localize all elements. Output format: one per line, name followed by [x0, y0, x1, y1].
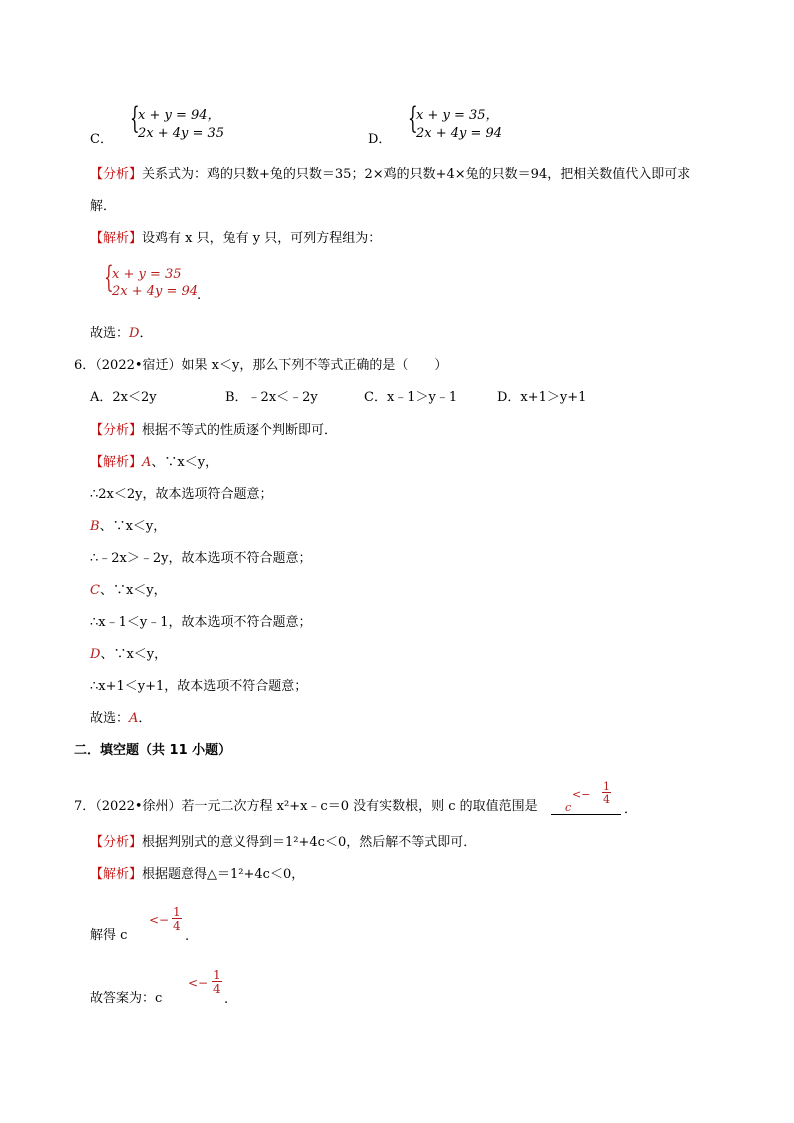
q5-solution — [90, 232, 381, 245]
q6-choice-b[interactable]: B．﹣2x＜﹣2y — [225, 390, 318, 405]
option-c-eq2: 2x + 4y = 35 — [138, 126, 225, 141]
option-letter: C — [90, 583, 100, 598]
q6-solution-line-3 — [90, 520, 166, 533]
answer-blank — [551, 814, 621, 815]
brace-icon: { — [104, 260, 114, 295]
analysis-tag: 【分析】 — [90, 167, 143, 182]
q7-answer-fraction — [212, 969, 222, 995]
q7-stem: 7．（2022•徐州）若一元二次方程 x²+x﹣c＝0 没有实数根，则 c 的取值范围是 — [74, 799, 538, 814]
fraction-numerator: 1 — [603, 780, 610, 793]
solution-tag: 【解析】 — [90, 231, 143, 246]
q7-answer-prefix: 故答案为：c — [90, 991, 163, 1006]
q7-solution — [90, 868, 304, 881]
answer-suffix: ． — [138, 711, 152, 726]
solution-text: 、∵x＜y， — [151, 455, 219, 470]
option-c-eq1: x + y = 94， — [138, 108, 221, 123]
q6-choice-d[interactable]: D．x+1＞y+1 — [497, 390, 587, 405]
q5-answer — [90, 327, 152, 340]
option-d-eq1: x + y = 35， — [416, 108, 499, 123]
q6-solution-line-7 — [90, 648, 167, 661]
q6-solution-line-1 — [90, 456, 218, 469]
q6-solution-line-6: ∴x﹣1＜y﹣1，故本选项不符合题意； — [90, 615, 312, 630]
q5-analysis-line2: 解． — [90, 199, 117, 214]
option-d-system — [408, 101, 518, 141]
q6-solution-line-8: ∴x+1＜y+1，故本选项不符合题意； — [90, 679, 308, 694]
fraction-numerator: 1 — [213, 968, 221, 982]
solution-text: 、∵x＜y， — [99, 519, 167, 534]
fraction-denominator: 4 — [173, 919, 181, 933]
q5-analysis-line1: 关系式为：鸡的只数+兔的只数＝35；2×鸡的只数+4×兔的只数＝94，把相关数值代入即可求 — [142, 167, 691, 182]
q6-stem: 6．（2022•宿迁）如果 x＜y，那么下列不等式正确的是（ ） — [74, 358, 448, 373]
q6-choice-c[interactable]: C．x﹣1＞y﹣1 — [364, 390, 458, 405]
q5-system-eq1: x + y = 35 — [112, 267, 182, 282]
section-title: 二．填空题（共 11 小题） — [74, 743, 232, 758]
option-d-eq2: 2x + 4y = 94 — [416, 126, 503, 141]
solution-tag: 【解析】 — [90, 455, 143, 470]
q7-answer-period: . — [224, 992, 229, 1007]
q6-analysis — [90, 424, 337, 437]
fraction-numerator: 1 — [173, 905, 181, 919]
brace-icon: { — [130, 101, 140, 136]
q6-solution-line-4: ∴﹣2x＞﹣2y，故本选项不符合题意； — [90, 551, 312, 566]
analysis-tag: 【分析】 — [90, 423, 143, 438]
q5-system — [104, 260, 204, 303]
q5-system-period: . — [197, 288, 202, 303]
q7-answer-rel: <− — [188, 976, 209, 990]
q6-choice-a[interactable]: A．2x＜2y — [90, 390, 157, 405]
q7-analysis-text: 根据判别式的意义得到＝1²+4c＜0，然后解不等式即可． — [142, 835, 477, 850]
q5-analysis — [90, 168, 690, 181]
answer-suffix: ． — [139, 326, 153, 341]
q6-answer — [90, 712, 151, 725]
answer-prefix: 故选： — [90, 711, 130, 726]
option-c-system — [130, 101, 240, 141]
q7-stem-end: ． — [624, 802, 638, 817]
answer-value: A — [129, 711, 139, 726]
option-letter: B — [90, 519, 100, 534]
solution-text: 、∵x＜y， — [100, 647, 168, 662]
brace-icon: { — [408, 101, 418, 136]
q7-solve-rel: <− — [149, 913, 170, 927]
q5-system-eq2: 2x + 4y = 94 — [112, 284, 199, 299]
q7-analysis — [90, 836, 476, 849]
q7-blank-var: c — [565, 801, 572, 814]
analysis-tag: 【分析】 — [90, 835, 143, 850]
option-c-label[interactable]: C． — [90, 132, 113, 147]
answer-value: D — [129, 326, 140, 341]
fraction-denominator: 4 — [213, 982, 221, 996]
q7-solve-period: . — [185, 929, 190, 944]
q6-solution-line-2: ∴2x＜2y，故本选项符合题意； — [90, 487, 273, 502]
q5-solution-text: 设鸡有 x 只，兔有 y 只，可列方程组为： — [142, 231, 382, 246]
q6-solution-line-5 — [90, 584, 167, 597]
q6-analysis-text: 根据不等式的性质逐个判断即可． — [142, 423, 338, 438]
option-letter: A — [142, 455, 152, 470]
q7-solve-fraction — [172, 906, 182, 932]
solution-text: 、∵x＜y， — [99, 583, 167, 598]
q7-blank-rel: <− — [572, 788, 591, 801]
solution-tag: 【解析】 — [90, 867, 143, 882]
q7-solution-text: 根据题意得△＝1²+4c＜0， — [142, 867, 305, 882]
answer-prefix: 故选： — [90, 326, 130, 341]
q7-blank-fraction — [602, 781, 611, 805]
option-d-label[interactable]: D． — [368, 132, 392, 147]
option-letter: D — [90, 647, 101, 662]
fraction-denominator: 4 — [603, 793, 610, 806]
q7-solve-prefix: 解得 c — [90, 928, 128, 943]
